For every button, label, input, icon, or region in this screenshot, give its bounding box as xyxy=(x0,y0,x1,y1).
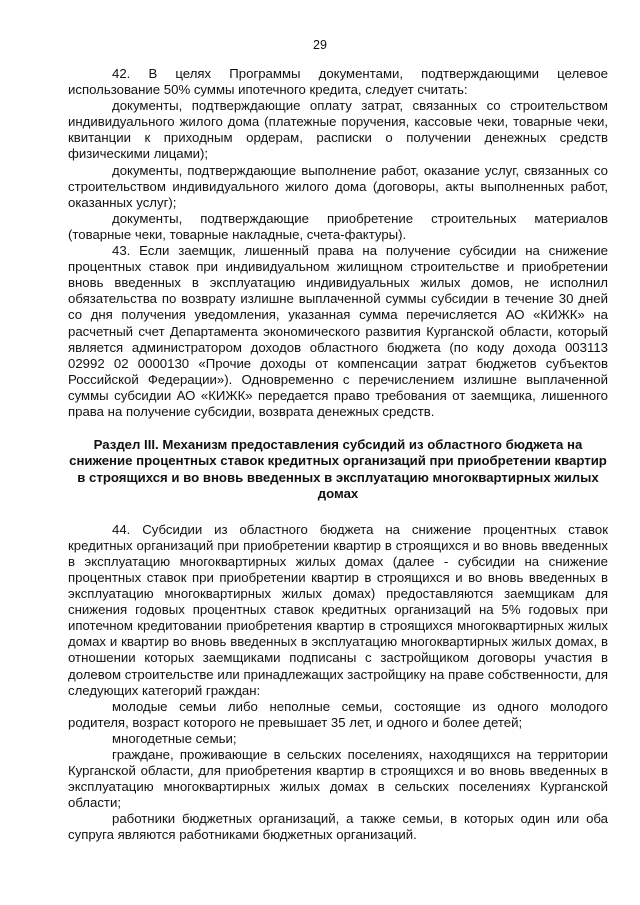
category-rural-residents: граждане, проживающие в сельских поселениях, находящихся на территории Курганской области, для приобретения квартир в строящихся и во вновь введенных в эксплуатацию многоквартирных жилых домах в сельских поселениях Курганской области; xyxy=(68,747,608,811)
paragraph-43: 43. Если заемщик, лишенный права на получение субсидии на снижение процентных ставок при индивидуальном жилищном строительстве и приобретении вновь введенных в эксплуатацию индивидуальных жилых домов, не исполнил обязательства по возврату излишне выплаченной суммы субсидии в течение 30 дней со дня получения уведомления, указанная сумма перечисляется АО «КИЖК» на расчетный счет Департамента экономического развития Курганской области, который является администратором доходов областного бюджета (по коду дохода 003113 02992 02 0000130 «Прочие доходы от компенсации затрат бюджетов субъектов Российской Федерации»). Одновременно с перечислением излишне выплаченной суммы субсидии АО «КИЖК» передается право требования от заемщика, лишенного права на получение субсидии, возврата денежных средств. xyxy=(68,243,608,419)
document-body xyxy=(68,66,608,844)
paragraph-42-item-work-docs: документы, подтверждающие выполнение работ, оказание услуг, связанных со строительством индивидуального жилого дома (договоры, акты выполненных работ, оказанных услуг); xyxy=(68,162,608,210)
section-heading: Раздел III. Механизм предоставления субсидий из областного бюджета на снижение процентных ставок кредитных организаций при приобретении квартир в строящихся и во вновь введенных в эксплуатацию многоквартирных жилых домах xyxy=(69,437,607,502)
category-young-families: молодые семьи либо неполные семьи, состоящие из одного молодого родителя, возраст которого не превышает 35 лет, и одного и более детей; xyxy=(68,698,608,730)
category-large-families: многодетные семьи; xyxy=(112,730,237,746)
category-budget-workers: работники бюджетных организаций, а также семьи, в которых один или оба супруга являются работниками бюджетных организаций. xyxy=(68,811,608,843)
paragraph-42-item-material-docs: документы, подтверждающие приобретение строительных материалов (товарные чеки, товарные накладные, счета-фактуры). xyxy=(68,210,608,242)
paragraph-42: 42. В целях Программы документами, подтверждающими целевое использование 50% суммы ипотечного кредита, следует считать: xyxy=(68,66,608,98)
paragraph-44: 44. Субсидии из областного бюджета на снижение процентных ставок кредитных организаций при приобретении квартир в строящихся и во вновь введенных в эксплуатацию многоквартирных жилых домах (далее - субсидии на снижение процентных ставок при приобретении квартир в строящихся и во вновь введенных в эксплуатацию многоквартирных жилых домах) предоставляются заемщикам для снижения годовых процентных ставок кредитных организаций на 5% годовых при ипотечном кредитовании приобретения квартир в строящихся многоквартирных жилых домах и квартир во вновь введенных в эксплуатацию многоквартирных жилых домах, в отношении которых заемщиками подписаны с застройщиком договоры участия в долевом строительстве или принадлежащих застройщику на праве собственности, для следующих категорий граждан: xyxy=(68,521,608,698)
page-number: 29 xyxy=(313,38,327,52)
paragraph-42-item-payment-docs: документы, подтверждающие оплату затрат, связанных со строительством индивидуального жилого дома (платежные поручения, кассовые чеки, товарные чеки, квитанции к приходным ордерам, расписки о получении денежных средств физическими лицами); xyxy=(68,98,608,162)
